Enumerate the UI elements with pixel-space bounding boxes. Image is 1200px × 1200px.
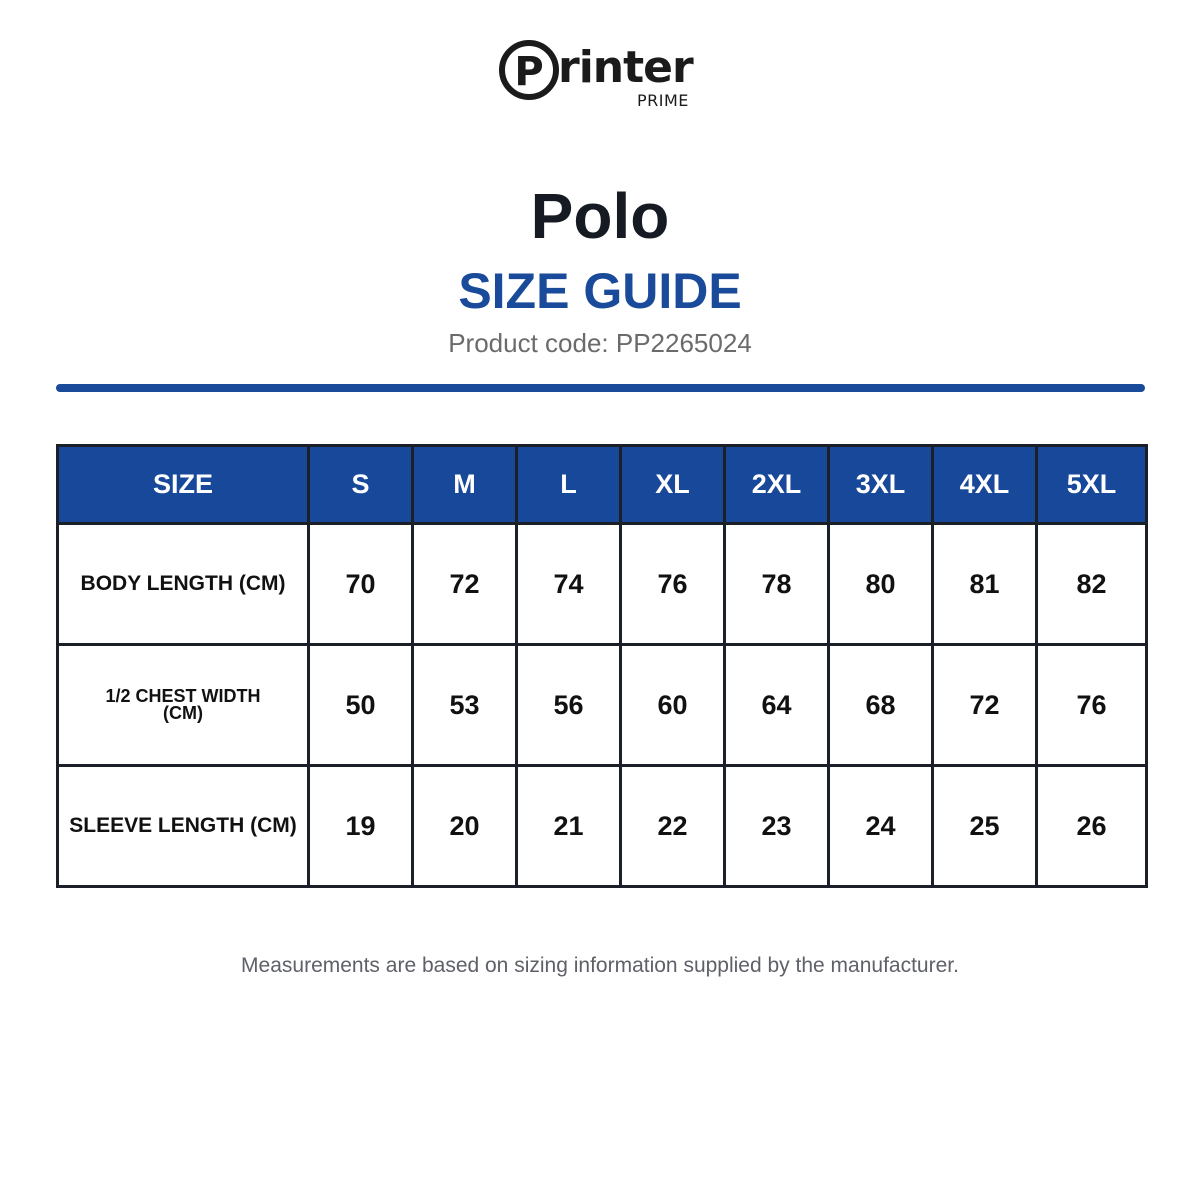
- table-row: [58, 645, 1147, 766]
- table-row: [58, 524, 1147, 645]
- table-cell: 60: [621, 645, 725, 766]
- table-cell: 19: [309, 766, 413, 887]
- footnote: Measurements are based on sizing information supplied by the manufacturer.: [241, 954, 959, 977]
- table-row: [58, 766, 1147, 887]
- table-cell: 81: [933, 524, 1037, 645]
- brand-logo: [498, 36, 708, 116]
- row-label-chest-width: 1/2 CHEST WIDTH (CM): [58, 645, 309, 766]
- size-header-cell: 2XL: [725, 446, 829, 524]
- table-cell: 72: [933, 645, 1037, 766]
- row-label-body-length: BODY LENGTH (CM): [58, 524, 309, 645]
- table-cell: 78: [725, 524, 829, 645]
- row-label-sleeve-length: SLEEVE LENGTH (CM): [58, 766, 309, 887]
- logo-mark-letter: P: [514, 49, 544, 95]
- table-cell: 53: [413, 645, 517, 766]
- table-cell: 24: [829, 766, 933, 887]
- table-cell: 64: [725, 645, 829, 766]
- size-header-cell: XL: [621, 446, 725, 524]
- table-cell: 56: [517, 645, 621, 766]
- product-code: Product code: PP2265024: [448, 328, 752, 358]
- size-header-cell: S: [309, 446, 413, 524]
- size-header-cell: M: [413, 446, 517, 524]
- size-header-cell: L: [517, 446, 621, 524]
- brand-subtitle: PRIME: [637, 91, 689, 110]
- size-header-cell: 3XL: [829, 446, 933, 524]
- table-cell: 76: [1037, 645, 1147, 766]
- table-cell: 76: [621, 524, 725, 645]
- table-cell: 21: [517, 766, 621, 887]
- table-cell: 22: [621, 766, 725, 887]
- table-cell: 25: [933, 766, 1037, 887]
- size-table: [56, 444, 1148, 888]
- title-divider: [56, 384, 1145, 392]
- table-cell: 74: [517, 524, 621, 645]
- brand-name: rinter: [558, 42, 693, 93]
- size-header-label: SIZE: [58, 446, 309, 524]
- size-header-cell: 4XL: [933, 446, 1037, 524]
- size-header-cell: 5XL: [1037, 446, 1147, 524]
- table-cell: 20: [413, 766, 517, 887]
- table-cell: 50: [309, 645, 413, 766]
- size-guide-title: SIZE GUIDE: [458, 263, 742, 319]
- table-cell: 72: [413, 524, 517, 645]
- table-cell: 80: [829, 524, 933, 645]
- table-cell: 23: [725, 766, 829, 887]
- table-cell: 82: [1037, 524, 1147, 645]
- table-header-row: [58, 446, 1147, 524]
- product-name: Polo: [530, 180, 670, 252]
- table-cell: 68: [829, 645, 933, 766]
- table-cell: 26: [1037, 766, 1147, 887]
- printer-logo-icon: [498, 39, 560, 101]
- table-cell: 70: [309, 524, 413, 645]
